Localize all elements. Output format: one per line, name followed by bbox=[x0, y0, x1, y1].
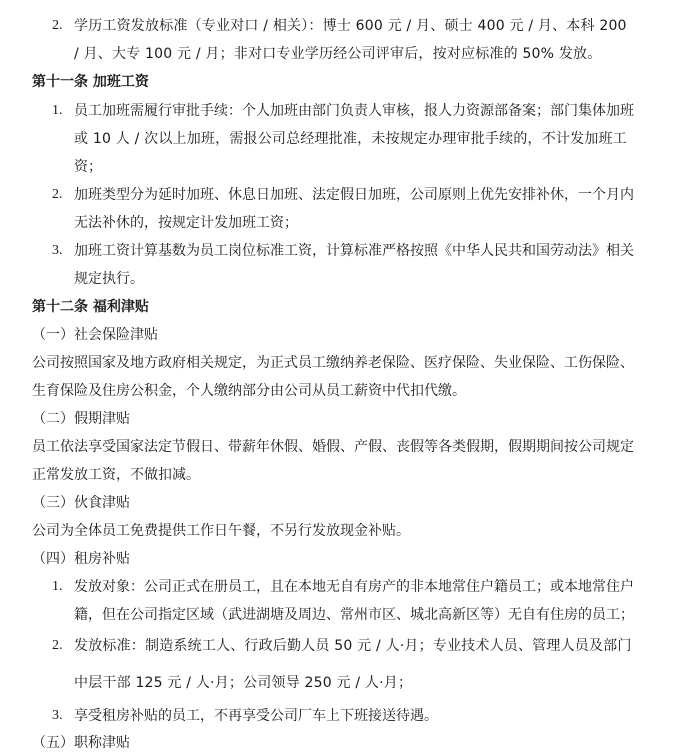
body-text: 生育保险及住房公积金，个人缴纳部分由公司从员工薪资中代扣代缴。 bbox=[32, 383, 466, 399]
section-heading: （四）租房补贴 bbox=[32, 551, 130, 567]
article-heading: 第十二条 福利津贴 bbox=[32, 299, 149, 315]
list-number: 1. bbox=[52, 579, 63, 594]
body-text: 籍，但在公司指定区域（武进湖塘及周边、常州市区、城北高新区等）无自有住房的员工； bbox=[74, 607, 634, 623]
list-number: 2. bbox=[52, 18, 63, 33]
body-text: 加班工资计算基数为员工岗位标准工资，计算标准严格按照《中华人民共和国劳动法》相关 bbox=[74, 243, 634, 259]
list-number: 2. bbox=[52, 187, 63, 202]
body-text: 公司按照国家及地方政府相关规定，为正式员工缴纳养老保险、医疗保险、失业保险、工伤保险、 bbox=[32, 355, 634, 371]
body-text: 发放对象：公司正式在册员工，且在本地无自有房产的非本地常住户籍员工；或本地常住户 bbox=[74, 579, 634, 595]
body-text: 公司为全体员工免费提供工作日午餐，不另行发放现金补贴。 bbox=[32, 523, 410, 539]
body-text: 员工加班需履行审批手续：个人加班由部门负责人审核，报人力资源部备案；部门集体加班 bbox=[74, 103, 634, 119]
body-text: 发放标准：制造系统工人、行政后勤人员 50 元 / 人·月；专业技术人员、管理人员及部门 bbox=[74, 638, 632, 654]
list-number: 3. bbox=[52, 243, 63, 258]
body-text: 中层干部 125 元 / 人·月；公司领导 250 元 / 人·月； bbox=[74, 675, 413, 691]
body-text: 资； bbox=[74, 159, 102, 175]
body-text: 学历工资发放标准（专业对口 / 相关）：博士 600 元 / 月、硕士 400 元 / 月、本科 200 bbox=[74, 18, 627, 34]
section-heading: （一）社会保险津贴 bbox=[32, 327, 158, 343]
body-text: 规定执行。 bbox=[74, 271, 144, 287]
body-text: 无法补休的，按规定计发加班工资； bbox=[74, 215, 298, 231]
section-heading: （二）假期津贴 bbox=[32, 411, 130, 427]
list-number: 3. bbox=[52, 708, 63, 723]
body-text: / 月、大专 100 元 / 月；非对口专业学历经公司评审后，按对应标准的 50% 发放。 bbox=[74, 46, 602, 62]
list-number: 1. bbox=[52, 103, 63, 118]
body-text: 或 10 人 / 次以上加班，需报公司总经理批准，未按规定办理审批手续的，不计发加班工 bbox=[74, 131, 627, 147]
body-text: 享受租房补贴的员工，不再享受公司厂车上下班接送待遇。 bbox=[74, 708, 438, 724]
article-heading: 第十一条 加班工资 bbox=[32, 74, 149, 90]
body-text: 正常发放工资，不做扣减。 bbox=[32, 467, 200, 483]
section-heading: （三）伙食津贴 bbox=[32, 495, 130, 511]
body-text: 员工依法享受国家法定节假日、带薪年休假、婚假、产假、丧假等各类假期，假期期间按公司规定 bbox=[32, 439, 634, 455]
section-heading: （五）职称津贴 bbox=[32, 735, 130, 751]
list-number: 2. bbox=[52, 638, 63, 653]
body-text: 加班类型分为延时加班、休息日加班、法定假日加班，公司原则上优先安排补休，一个月内 bbox=[74, 187, 634, 203]
